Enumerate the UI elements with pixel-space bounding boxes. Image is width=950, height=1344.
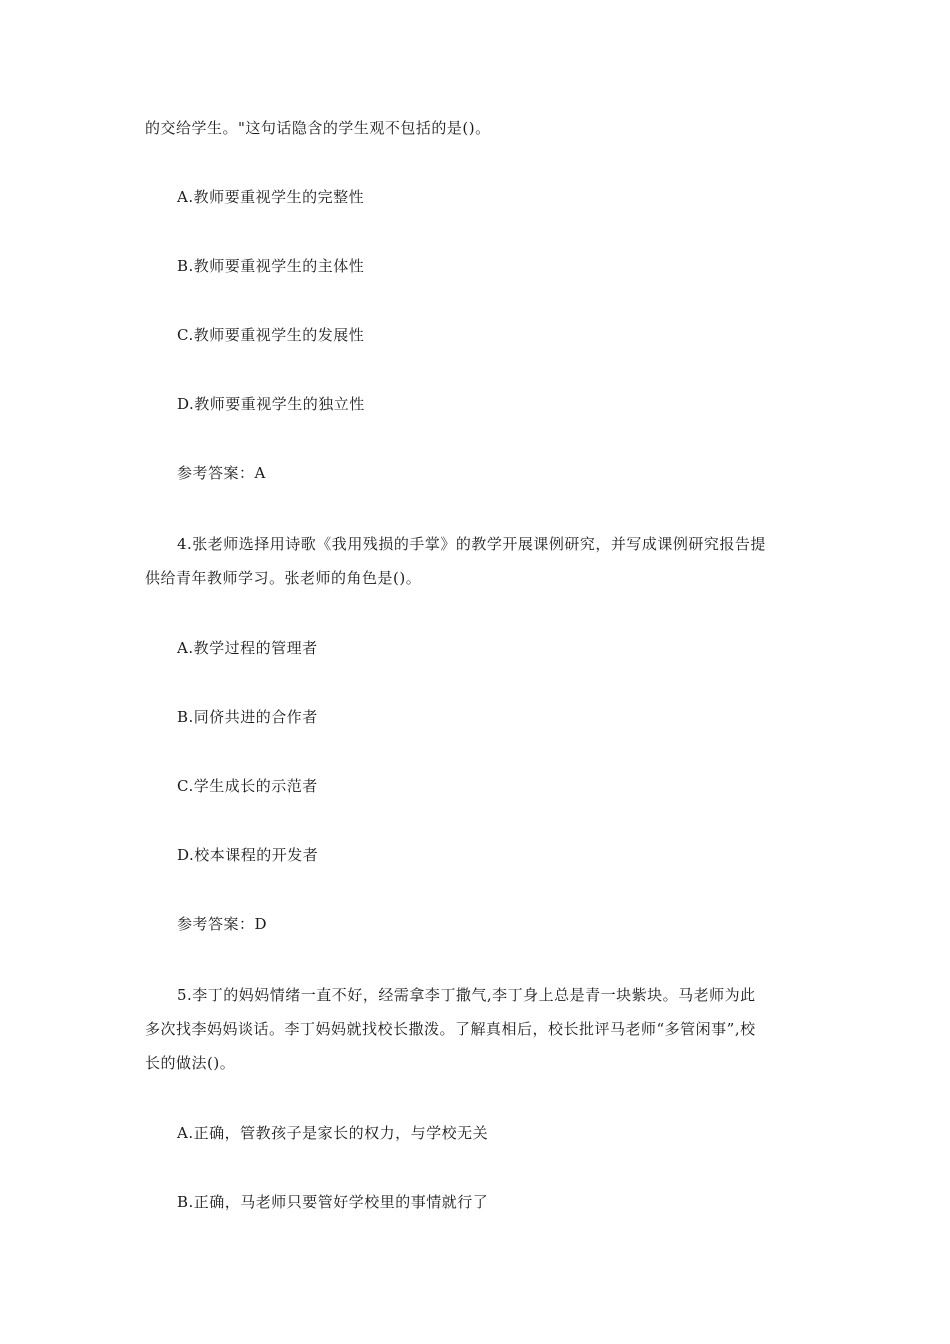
question-5-option-a: A.正确，管教孩子是家长的权力，与学校无关 [177,1124,489,1142]
question-4-stem-line-1: 4.张老师选择用诗歌《我用残损的手掌》的教学开展课例研究，并写成课例研究报告提 [177,535,766,553]
question-3-answer: 参考答案：A [177,464,266,482]
question-4-stem-line-2: 供给青年教师学习。张老师的角色是()。 [145,569,422,587]
question-3-stem-tail: 的交给学生。"这句话隐含的学生观不包括的是()。 [145,119,491,137]
question-4-option-a: A.教学过程的管理者 [177,639,318,657]
question-3-option-d: D.教师要重视学生的独立性 [177,395,365,413]
question-5-option-b: B.正确，马老师只要管好学校里的事情就行了 [177,1193,489,1211]
question-4-option-b: B.同侪共进的合作者 [177,708,318,726]
question-5-stem-line-2: 多次找李妈妈谈话。李丁妈妈就找校长撒泼。了解真相后，校长批评马老师“多管闲事”,校 [145,1020,756,1038]
question-3-option-b: B.教师要重视学生的主体性 [177,257,365,275]
question-3-option-c: C.教师要重视学生的发展性 [177,326,365,344]
question-3-option-a: A.教师要重视学生的完整性 [177,188,365,206]
question-4-option-c: C.学生成长的示范者 [177,777,318,795]
question-5-stem-line-3: 长的做法()。 [145,1054,236,1072]
question-5-stem-line-1: 5.李丁的妈妈情绪一直不好，经需拿李丁撒气,李丁身上总是青一块紫块。马老师为此 [177,986,756,1004]
question-4-answer: 参考答案：D [177,915,268,933]
question-4-option-d: D.校本课程的开发者 [177,846,319,864]
